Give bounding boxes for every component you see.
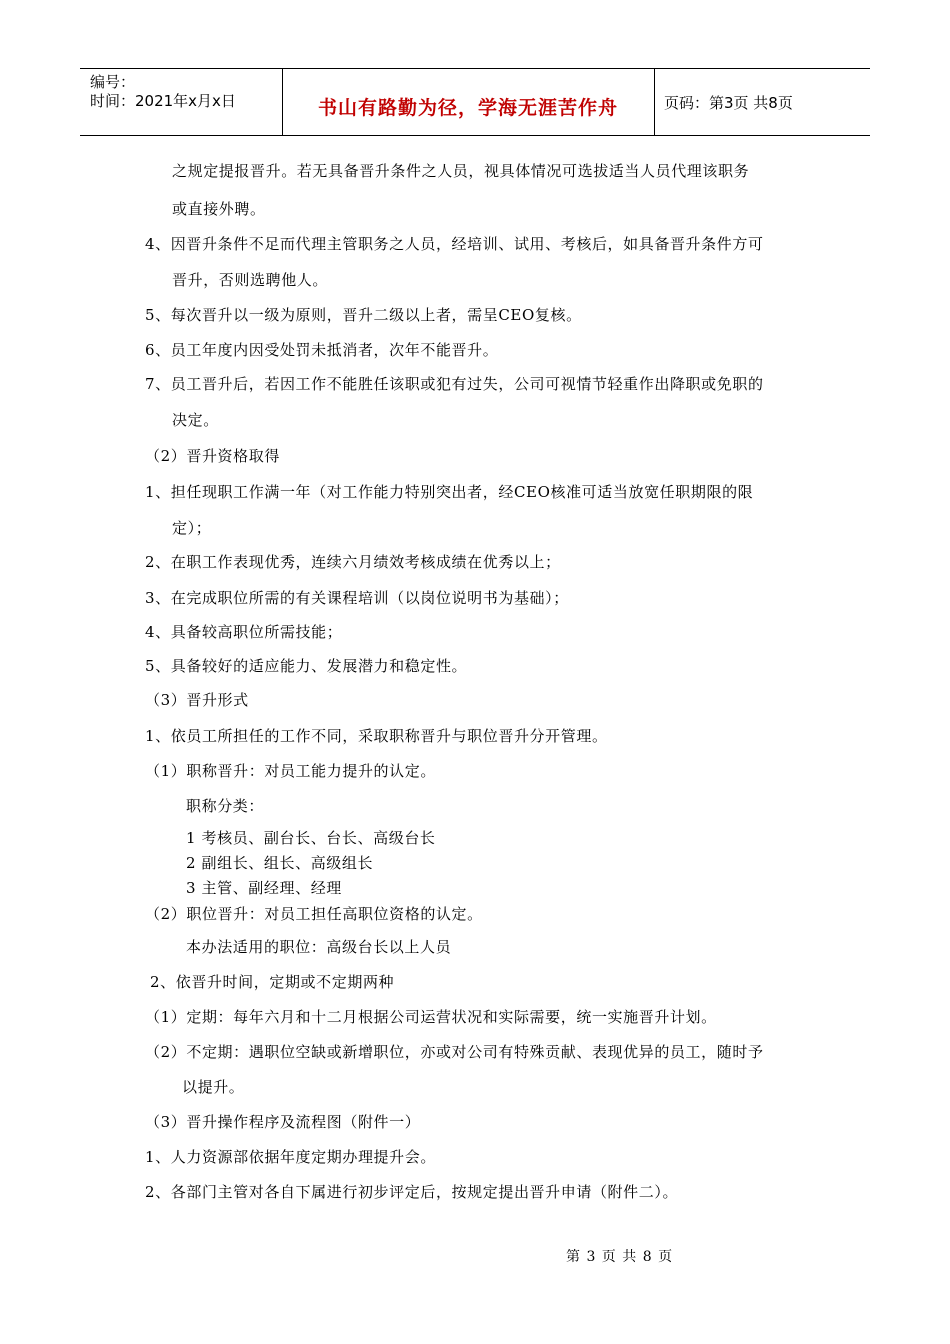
body-line: 本办法适用的职位：高级台长以上人员	[186, 938, 452, 956]
header-page-cell	[654, 69, 870, 135]
body-line: 2、依晋升时间，定期或不定期两种	[150, 973, 395, 991]
body-line: （1）职称晋升：对员工能力提升的认定。	[145, 762, 436, 780]
header-motto: 书山有路勤为径，学海无涯苦作舟	[317, 97, 618, 119]
list-item: 2 副组长、组长、高级组长	[186, 854, 374, 872]
header-info-cell	[80, 69, 283, 135]
body-line: 6、员工年度内因受处罚未抵消者，次年不能晋升。	[145, 341, 499, 359]
body-line: 1、依员工所担任的工作不同，采取职称晋升与职位晋升分开管理。	[145, 727, 608, 745]
body-line: 4、因晋升条件不足而代理主管职务之人员，经培训、试用、考核后，如具备晋升条件方可	[145, 235, 764, 253]
number-label: 编号：	[90, 73, 136, 91]
body-line: 或直接外聘。	[172, 200, 266, 218]
body-line: 以提升。	[182, 1078, 245, 1096]
time-label: 时间：2021年x月x日	[90, 92, 236, 110]
body-line: 职称分类：	[186, 797, 265, 815]
page-number-label: 页码：第3页 共8页	[664, 94, 793, 112]
section-heading: （3）晋升形式	[145, 691, 249, 709]
body-line: 7、员工晋升后，若因工作不能胜任该职或犯有过失，公司可视情节轻重作出降职或免职的	[145, 375, 764, 393]
body-line: 1、人力资源部依据年度定期办理提升会。	[145, 1148, 436, 1166]
body-line: 1、担任现职工作满一年（对工作能力特别突出者，经CEO核准可适当放宽任职期限的限	[145, 483, 754, 501]
body-line: 之规定提报晋升。若无具备晋升条件之人员，视具体情况可选拔适当人员代理该职务	[172, 162, 750, 180]
section-heading: （2）晋升资格取得	[145, 447, 280, 465]
list-item: 3 主管、副经理、经理	[186, 879, 342, 897]
body-line: 4、具备较高职位所需技能；	[145, 623, 343, 641]
body-line: 定）；	[172, 519, 212, 537]
list-item: 1 考核员、副台长、台长、高级台长	[186, 829, 436, 847]
body-line: 晋升，否则选聘他人。	[172, 271, 329, 289]
body-line: 3、在完成职位所需的有关课程培训（以岗位说明书为基础）；	[145, 589, 569, 607]
body-line: 决定。	[172, 411, 219, 429]
body-line: 5、每次晋升以一级为原则，晋升二级以上者，需呈CEO复核。	[145, 306, 582, 324]
body-line: 2、各部门主管对各自下属进行初步评定后，按规定提出晋升申请（附件二）。	[145, 1183, 679, 1201]
header-motto-cell	[282, 69, 655, 135]
body-line: 2、在职工作表现优秀，连续六月绩效考核成绩在优秀以上；	[145, 553, 561, 571]
body-line: （2）不定期：遇职位空缺或新增职位，亦或对公司有特殊贡献、表现优异的员工，随时予	[145, 1043, 764, 1061]
body-line: （2）职位晋升：对员工担任高职位资格的认定。	[145, 905, 483, 923]
page-footer: 第 3 页 共 8 页	[566, 1249, 674, 1265]
body-line: （1）定期：每年六月和十二月根据公司运营状况和实际需要，统一实施晋升计划。	[145, 1008, 717, 1026]
body-line: 5、具备较好的适应能力、发展潜力和稳定性。	[145, 657, 468, 675]
section-heading: （3）晋升操作程序及流程图（附件一）	[145, 1113, 421, 1131]
document-header	[80, 68, 870, 136]
